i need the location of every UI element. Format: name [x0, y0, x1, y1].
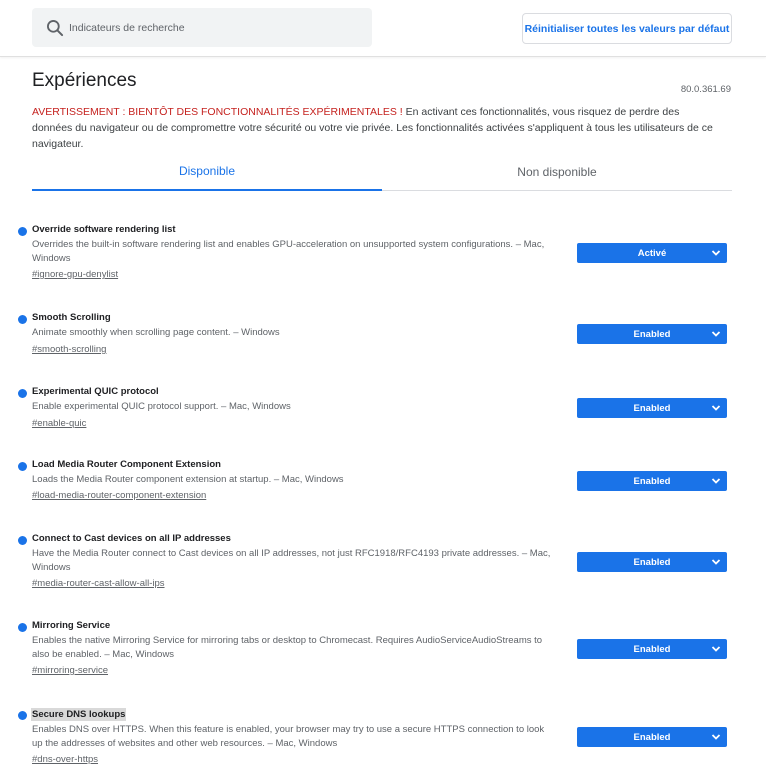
experiment-select[interactable] [577, 639, 727, 659]
experiment-select-value: Enabled [633, 475, 671, 487]
search-icon [45, 18, 65, 38]
chevron-down-icon [711, 403, 721, 413]
chevron-down-icon [711, 329, 721, 339]
experiment-select[interactable] [577, 324, 727, 344]
experiment-title: Experimental QUIC protocol [32, 386, 159, 397]
chevron-down-icon [711, 732, 721, 742]
version-label: 80.0.361.69 [680, 84, 731, 95]
status-dot [18, 389, 27, 398]
chevron-down-icon [711, 557, 721, 567]
experiment-description: Enables the native Mirroring Service for mirroring tabs or desktop to Chromecast. Requires AudioServiceAudioStreams to also be enabled. – Mac, Windows [32, 635, 543, 660]
chevron-down-icon [711, 248, 721, 258]
status-dot [18, 623, 27, 632]
status-dot [18, 227, 27, 236]
chevron-down-icon [711, 644, 721, 654]
experiment-title: Secure DNS lookups [32, 709, 126, 720]
status-dot [18, 462, 27, 471]
search-box[interactable] [32, 8, 372, 47]
experiment-title: Mirroring Service [32, 620, 111, 631]
experiment-title: Connect to Cast devices on all IP addresses [32, 533, 231, 544]
experiment-select-value: Enabled [633, 643, 671, 655]
experiment-select[interactable] [577, 727, 727, 747]
experiment-select-value: Enabled [633, 556, 671, 568]
experiment-title: Override software rendering list [32, 224, 176, 235]
experiment-title: Load Media Router Component Extension [32, 459, 221, 470]
experiment-description: Enable experimental QUIC protocol support. – Mac, Windows [32, 401, 291, 412]
status-dot [18, 315, 27, 324]
experiment-select[interactable] [577, 398, 727, 418]
experiment-link[interactable]: #ignore-gpu-denylist [32, 269, 119, 280]
page-title: Expériences [32, 70, 137, 91]
chevron-down-icon [711, 476, 721, 486]
experiment-title: Smooth Scrolling [32, 312, 111, 323]
status-dot [18, 711, 27, 720]
experiment-link[interactable]: #mirroring-service [32, 665, 109, 676]
warning-text: En activant ces fonctionnalités, vous risquez de perdre des données du navigateur ou de compromettre votre sécurité ou votre vie privée. Les fonctionnalités activées s'appliquent à tous les utilisateurs de ce navigateur. [32, 106, 713, 150]
experiment-link[interactable]: #load-media-router-component-extension [32, 490, 207, 501]
warning-label: AVERTISSEMENT : BIENTÔT DES FONCTIONNALITÉS EXPÉRIMENTALES ! [32, 106, 403, 118]
experiment-description: Loads the Media Router component extension at startup. – Mac, Windows [32, 474, 344, 485]
experiment-link[interactable]: #enable-quic [32, 418, 87, 429]
experiment-select-value: Enabled [633, 328, 671, 340]
tab-unavailable[interactable]: Non disponible [517, 164, 597, 179]
experiment-description: Enables DNS over HTTPS. When this feature is enabled, your browser may try to use a secure HTTPS connection to look up the addresses of websites and other web resources. – Mac, Windows [32, 724, 545, 749]
experiment-select[interactable] [577, 243, 727, 263]
experiment-description: Animate smoothly when scrolling page content. – Windows [32, 327, 280, 338]
experiment-description: Overrides the built-in software rendering list and enables GPU-acceleration on unsupported system configurations. – Mac, Windows [32, 239, 545, 264]
warning-message [32, 104, 722, 152]
experiment-select-value: Activé [637, 247, 667, 259]
tab-bar [32, 152, 732, 191]
header-bar [0, 0, 766, 57]
search-input[interactable] [69, 13, 349, 43]
experiment-select-value: Enabled [633, 731, 671, 743]
tab-available[interactable]: Disponible [32, 152, 382, 191]
experiment-link[interactable]: #smooth-scrolling [32, 344, 107, 355]
experiment-link[interactable]: #media-router-cast-allow-all-ips [32, 578, 165, 589]
experiment-select[interactable] [577, 471, 727, 491]
experiment-link[interactable]: #dns-over-https [32, 754, 99, 765]
status-dot [18, 536, 27, 545]
experiment-description: Have the Media Router connect to Cast devices on all IP addresses, not just RFC1918/RFC4193 private addresses. – Mac, Windows [32, 548, 551, 573]
experiment-select-value: Enabled [633, 402, 671, 414]
reset-all-button[interactable]: Réinitialiser toutes les valeurs par défaut [522, 13, 732, 44]
experiment-select[interactable] [577, 552, 727, 572]
